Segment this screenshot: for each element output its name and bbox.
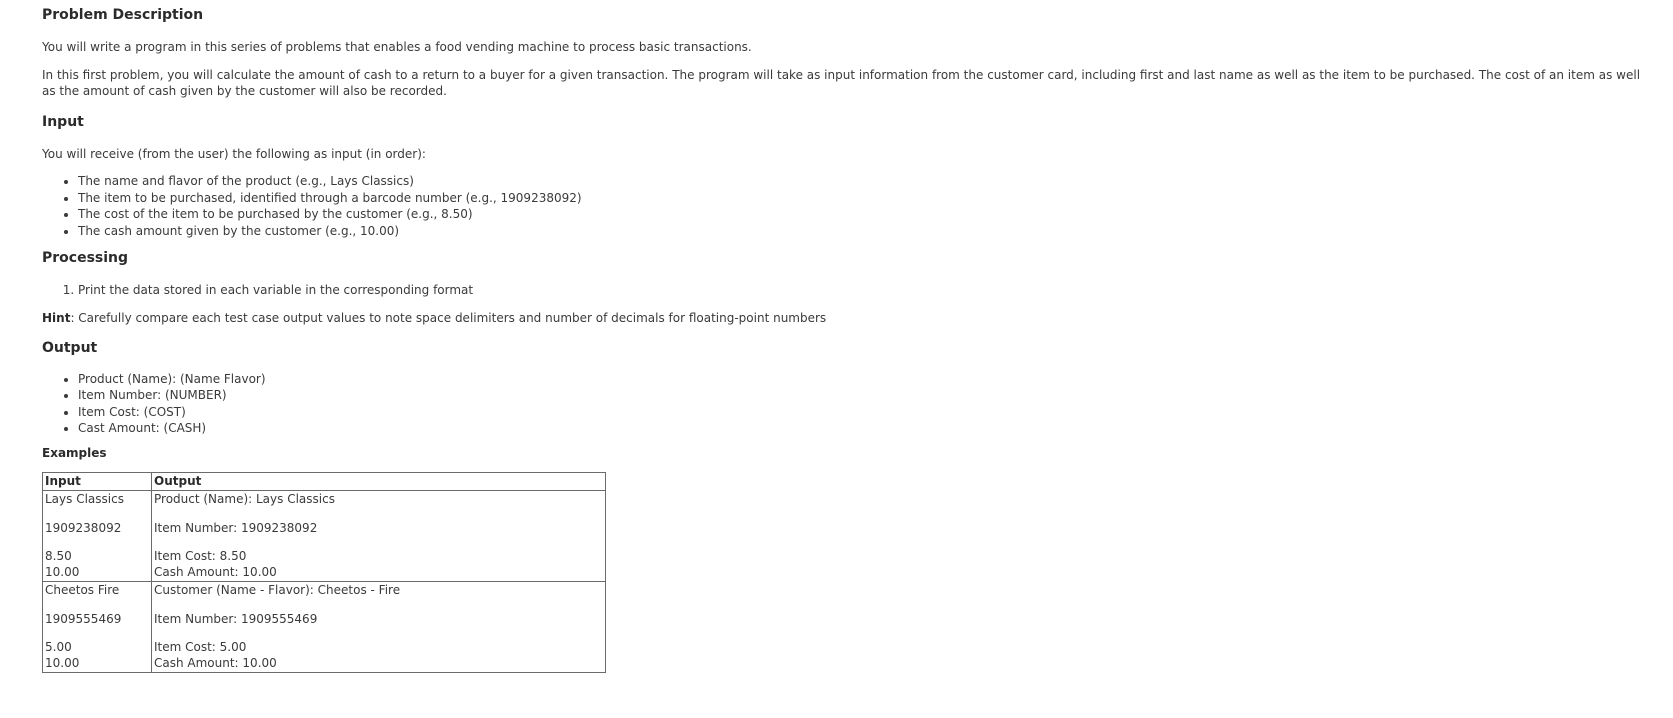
hint-text: : Carefully compare each test case output values to note space delimiters and number of decimals for floating-point numbers (70, 310, 827, 325)
cell-line: Cash Amount: 10.00 (154, 655, 277, 670)
output-heading: Output (42, 339, 98, 356)
hint-label: Hint (42, 310, 71, 325)
cell-line: Item Cost: 8.50 (154, 549, 247, 563)
cell-line: 10.00 (45, 564, 80, 579)
table-row (43, 582, 606, 673)
list-item: • The cash amount given by the customer (e.g., 10.00) (78, 223, 1673, 240)
output-list (42, 371, 1673, 437)
list-item: • Product (Name): (Name Flavor) (78, 371, 1673, 388)
input-list (42, 173, 1673, 239)
intro-paragraph: You will write a program in this series of problems that enables a food vending machine to process basic transactions. (42, 40, 752, 54)
table-row (43, 491, 606, 582)
cell-line: 1909555469 (45, 611, 122, 626)
page-title: Problem Description (42, 7, 204, 23)
examples-table (42, 472, 606, 674)
input-heading: Input (42, 114, 84, 130)
cell-line: 8.50 (45, 549, 72, 563)
list-item: • The name and flavor of the product (e.g., Lays Classics) (78, 173, 1673, 190)
output-cell (152, 491, 606, 582)
list-item: • Item Number: (NUMBER) (78, 387, 1673, 404)
cell-line: Cheetos Fire (45, 583, 120, 597)
cell-line: 10.00 (45, 655, 80, 670)
input-lead-text: You will receive (from the user) the following as input (in order): (42, 147, 426, 161)
cell-line: Product (Name): Lays Classics (154, 492, 335, 506)
list-item: 1. Print the data stored in each variable in the corresponding format (78, 282, 1673, 299)
list-item: • The item to be purchased, identified through a barcode number (e.g., 1909238092) (78, 190, 1673, 207)
cell-line: Item Cost: 5.00 (154, 640, 247, 654)
list-item: • Item Cost: (COST) (78, 404, 1673, 421)
column-header-input: Input (43, 472, 152, 491)
output-cell (152, 582, 606, 673)
hint-paragraph (42, 310, 1673, 326)
input-cell (43, 491, 152, 582)
cell-line: Item Number: 1909555469 (154, 611, 318, 626)
input-cell (43, 582, 152, 673)
description-paragraph: In this first problem, you will calculate the amount of cash to a return to a buyer for a given transaction. The program will take as input information from the customer card, including first and last name as well as the item to be purchased. The cost of an item as well as the amount of cash given by the customer will also be recorded. (42, 68, 1641, 98)
cell-line: 5.00 (45, 640, 72, 654)
table-header-row (43, 472, 606, 491)
cell-line: Item Number: 1909238092 (154, 520, 318, 535)
cell-line: Cash Amount: 10.00 (154, 564, 277, 579)
processing-heading: Processing (42, 250, 129, 266)
cell-line: Customer (Name - Flavor): Cheetos - Fire (154, 583, 401, 597)
list-item: • Cast Amount: (CASH) (78, 420, 1673, 437)
column-header-output: Output (152, 472, 606, 491)
list-item: • The cost of the item to be purchased by the customer (e.g., 8.50) (78, 206, 1673, 223)
cell-line: Lays Classics (45, 492, 124, 506)
processing-steps (42, 282, 1673, 299)
examples-label: Examples (42, 445, 107, 460)
cell-line: 1909238092 (45, 520, 122, 535)
